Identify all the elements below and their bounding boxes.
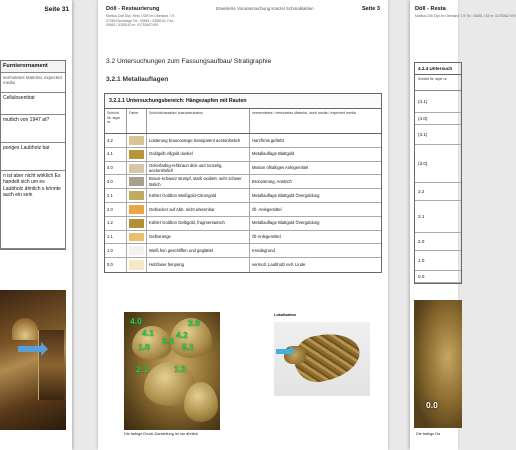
right-table-row: (3.0) xyxy=(415,145,461,183)
right-photo-label: 0.0 xyxy=(426,400,438,410)
color-swatch xyxy=(127,203,147,216)
color-swatch xyxy=(127,162,147,175)
right-table-row: (4.0) xyxy=(415,113,461,125)
table-body xyxy=(105,134,381,272)
right-document-page xyxy=(410,0,516,450)
photo-caption: Die farbige Druck-Darstellung ist nur ähnlich xyxy=(124,432,199,436)
table-row xyxy=(105,231,381,245)
color-swatch xyxy=(127,134,147,147)
color-swatch xyxy=(127,189,147,202)
right-table-row: 1.0 xyxy=(415,251,461,271)
color-sample xyxy=(129,246,144,255)
color-sample xyxy=(129,260,144,270)
subsection-title: 3.2.1 Metallauflagen xyxy=(106,76,169,83)
right-table-row: (3.1) xyxy=(415,125,461,145)
layer-annotation: 3.0 xyxy=(162,336,174,346)
table-row xyxy=(105,217,381,231)
color-swatch xyxy=(127,244,147,257)
left-table-row: mutlich von 1947 at? xyxy=(1,115,65,143)
location-photo xyxy=(274,322,370,396)
page-number: Seite 3 xyxy=(361,6,380,12)
layer-character: Holzfaser feinporig xyxy=(147,258,250,272)
table-row xyxy=(105,162,381,176)
layer-number: 1.2 xyxy=(105,217,127,230)
layer-character: Gelborange xyxy=(147,231,250,244)
table-row xyxy=(105,258,381,272)
layer-annotation: 4.0 xyxy=(130,316,142,326)
color-sample xyxy=(129,150,144,159)
right-table-row: 0.0 xyxy=(415,271,461,283)
table-row xyxy=(105,134,381,148)
layer-media: Metallauflage Blattgold Övergoldung xyxy=(252,220,320,226)
layer-annotation: 1.2 xyxy=(174,364,186,374)
color-sample xyxy=(129,177,144,186)
color-sample xyxy=(129,233,144,242)
shell-ornament xyxy=(12,318,38,340)
table-row xyxy=(105,148,381,162)
layer-annotation: 1.0 xyxy=(138,342,150,352)
layer-number: 3.0 xyxy=(105,175,127,188)
layer-character: Goldgelb Allgold dunkel xyxy=(147,148,250,161)
report-subject: Erweiterte Voruntersuchung Kanzel Schmalkalden xyxy=(216,6,314,11)
center-document-page xyxy=(98,0,388,450)
layer-media: Kreidegrund xyxy=(252,248,275,254)
right-table-row: 2.1 xyxy=(415,201,461,233)
layer-annotation: 2.1 xyxy=(136,364,148,374)
left-table-row: vermutetes Material, expected media xyxy=(1,73,65,93)
layer-media: Metallauflage Blattgold xyxy=(252,151,295,157)
color-sample xyxy=(129,164,144,173)
color-swatch xyxy=(127,148,147,161)
left-page-photo xyxy=(0,290,66,430)
carved-panel xyxy=(38,330,64,400)
leaf-carving xyxy=(184,382,218,422)
right-company-address: Markus Döll Dipl Im Oberland 7-9 Tel.: 05651 / 33 m: 01752667409 xyxy=(415,14,516,18)
table-title: 3.2.1.1 Untersuchungsbereich: Hängezapfen mit Rauten xyxy=(105,94,381,109)
layer-media: Metallauflage Blattgold Övergoldung xyxy=(252,192,320,198)
left-table-row: n ist aber nicht wirklich Es handelt sich um es Laubholz ähnlich s könnte auch ein sein xyxy=(1,171,65,249)
layer-number: 4.1 xyxy=(105,148,127,161)
sample-detail-photo xyxy=(124,312,220,430)
section-title: 3.2 Untersuchungen zum Fassungsaufbau/ Stratigraphie xyxy=(106,58,272,65)
layer-media: vermutl. Laubholz evtl. Linde xyxy=(252,262,306,268)
layer-character: Kühler Goldton Weißgold-Citrongold xyxy=(147,189,250,202)
layer-number: 2.1 xyxy=(105,189,127,202)
layer-number: 4.0 xyxy=(105,162,127,175)
arrow-right-icon xyxy=(276,349,290,354)
layer-number: 4.2 xyxy=(105,134,127,147)
layer-media: Mixtion ölhaltiges Anlegemittel xyxy=(252,165,309,171)
page-header xyxy=(106,6,380,32)
right-table-row: 2.0 xyxy=(415,233,461,251)
layer-media: Bronzierung, Anstrich xyxy=(252,179,292,185)
table-header xyxy=(105,109,381,134)
arrow-right-icon xyxy=(18,346,42,352)
left-table-row: Cellulosenitrat xyxy=(1,93,65,115)
color-swatch xyxy=(127,175,147,188)
left-page-table xyxy=(0,60,66,250)
layer-annotation: 3.0 xyxy=(188,318,200,328)
left-page-number: Seite 31 xyxy=(44,6,69,13)
layer-number: 1.0 xyxy=(105,244,127,257)
color-sample xyxy=(129,205,144,214)
color-swatch xyxy=(127,217,147,230)
layer-annotation: 5.1 xyxy=(182,342,194,352)
left-page-header xyxy=(0,6,69,13)
col-color: Farbe xyxy=(127,109,147,133)
right-table xyxy=(414,62,462,284)
layer-number: 0.0 xyxy=(105,258,127,272)
left-table-title: Furnierornament xyxy=(1,61,65,73)
table-row xyxy=(105,175,381,189)
stratigraphy-table xyxy=(104,93,382,273)
layer-media: Harzfirnis gefärbt xyxy=(252,137,284,143)
color-swatch xyxy=(127,258,147,272)
table-row xyxy=(105,203,381,217)
right-col-layer: Schicht Nr. layer nr. xyxy=(415,75,461,91)
layer-character: Ockerfarbig-rehbraun dick und runzelig, acetonlöslich xyxy=(147,162,250,175)
layer-character: Weiß fein geschliffen und geglättet xyxy=(147,244,250,257)
left-table-row: poriges Laubholz bar xyxy=(1,143,65,171)
right-table-row: (4.1) xyxy=(415,91,461,113)
layer-annotation: 4.1 xyxy=(142,328,154,338)
color-swatch xyxy=(127,231,147,244)
layer-character: Lüsterung braunorange transparent acetonlöslich xyxy=(147,134,250,147)
right-table-title: 4.2.4 Untersuch xyxy=(415,63,461,75)
layer-media: Öl-Anlegemittel xyxy=(252,234,281,240)
company-name: Döll - Restaurierung xyxy=(106,6,160,12)
color-sample xyxy=(129,191,144,200)
col-layer: Schicht Nr. layer nr. xyxy=(105,109,127,133)
layer-character: Kühler Goldton Gelbgold, fragmentarisch xyxy=(147,217,250,230)
table-row xyxy=(105,244,381,258)
table-row xyxy=(105,189,381,203)
location-label: Lokalisation xyxy=(274,313,297,317)
color-sample xyxy=(129,136,144,145)
col-media: verwendetes / vermutetes Material, used media / expected media xyxy=(252,111,356,115)
right-company-name: Döll - Resta xyxy=(415,6,446,12)
color-sample xyxy=(129,219,144,228)
right-page-photo xyxy=(414,300,462,428)
right-photo-caption: Die farbige Da xyxy=(416,432,441,436)
layer-annotation: 4.2 xyxy=(176,330,188,340)
layer-media: Öl- Anlegemittel xyxy=(252,206,282,212)
right-table-row: 2.2 xyxy=(415,183,461,201)
layer-character: Gelbocker auf Abb. nicht erkennbar xyxy=(147,203,250,216)
layer-number: 2.0 xyxy=(105,203,127,216)
layer-number: 1.1 xyxy=(105,231,127,244)
company-address: Markus Döll Dipl. Rest. VDR Im Oberland 7-9, 37269 Eschwege Tel.: 05651 / 3355140, Fax: 05651 / 3355142 m: 01752667409 xyxy=(106,14,175,28)
layer-character: Braun-schwarz stumpf, stark oxidiert, sehr schwer löslich xyxy=(147,175,250,188)
col-character: Schichtcharakter/ characterization xyxy=(147,109,250,133)
left-document-page xyxy=(0,0,72,450)
